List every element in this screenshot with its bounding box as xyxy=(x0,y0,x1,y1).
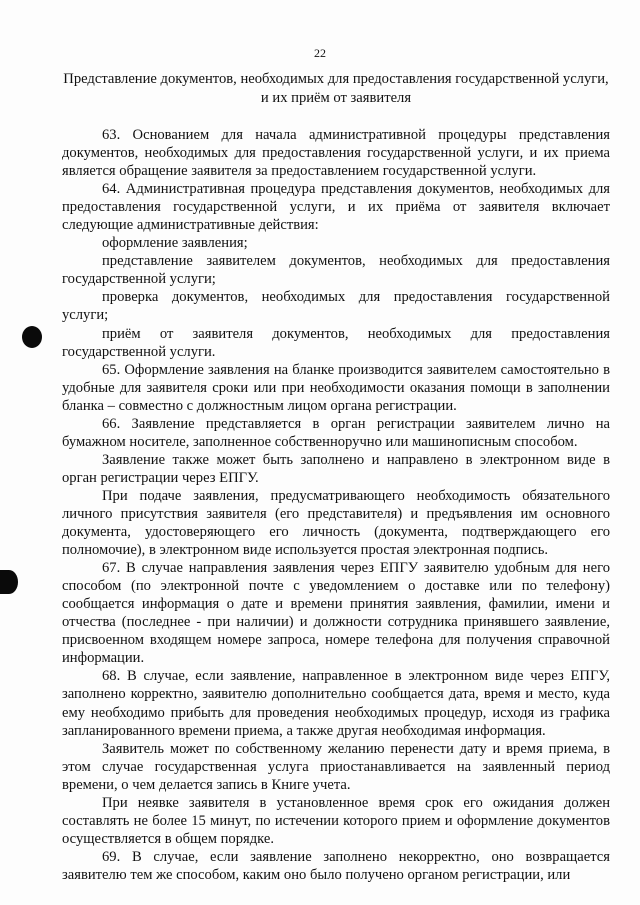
paragraph-68-no-show: При неявке заявителя в установленное время срок его ожидания должен составлять не более 15 минут, по истечении которого прием и оформление документов осуществляется в общем порядке. xyxy=(62,794,610,847)
paragraph-66-electronic: Заявление также может быть заполнено и направлено в электронном виде в орган регистрации через ЕПГУ. xyxy=(62,451,610,486)
list-item-submission: представление заявителем документов, необходимых для предоставления государственной услуги; xyxy=(62,253,610,288)
paragraph-67: 67. В случае направления заявления через ЕПГУ заявителю удобным для него способом (по электронной почте с уведомлением о доставке или по телефону) сообщается информация о дате и времени принятия заявления, фамилии, имени и отчества (последнее - при наличии) и должности сотрудника принявшего заявление, присвоенном входящем номере запроса, номере телефона для получения справочной информации. xyxy=(62,560,610,667)
paragraph-66-signature: При подаче заявления, предусматривающего необходимость обязательного личного присутствия заявителя (его представителя) и предъявления им основного документа, удостоверяющего его личность (документа, подтверждающего его полномочие), в электронном виде используется простая электронная подпись. xyxy=(62,487,610,559)
paragraph-68: 68. В случае, если заявление, направленное в электронном виде через ЕПГУ, заполнено корректно, заявителю дополнительно сообщается дата, время и место, куда ему необходимо прибыть для проведения необходимых процедур, исходя из графика запланированного времени приема, а также другая необходимая информация. xyxy=(62,668,610,739)
page-number: 22 xyxy=(314,46,326,60)
punch-hole-mark xyxy=(0,570,18,594)
paragraph-64: 64. Административная процедура представления документов, необходимых для предоставления государственной услуги, и их приёма от заявителя включает следующие административные действия: xyxy=(62,181,610,234)
section-heading: Представление документов, необходимых для предоставления государственной услуги, и их приём от заявителя xyxy=(63,71,609,106)
list-item-acceptance: приём от заявителя документов, необходимых для предоставления государственной услуги. xyxy=(62,325,610,360)
paragraph-66: 66. Заявление представляется в орган регистрации заявителем лично на бумажном носителе, заполненное собственноручно или машинописным способом. xyxy=(62,415,610,450)
list-item-verification: проверка документов, необходимых для предоставления государственной услуги; xyxy=(62,289,610,324)
paragraph-69: 69. В случае, если заявление заполнено некорректно, оно возвращается заявителю тем же способом, каким оно было получено органом регистрации, или xyxy=(62,848,610,883)
paragraph-65: 65. Оформление заявления на бланке производится заявителем самостоятельно в удобные для заявителя сроки или при необходимости оказания помощи в заполнении бланка – совместно с должностным лицом органа регистрации. xyxy=(62,361,610,414)
paragraph-63: 63. Основанием для начала административной процедуры представления документов, необходимых для предоставления государственной услуги, и их приема является обращение заявителя за предоставлением государственной услуги. xyxy=(62,127,610,180)
list-item-application: оформление заявления; xyxy=(102,235,248,252)
document-body xyxy=(62,126,610,884)
punch-hole-mark xyxy=(22,326,42,348)
paragraph-68-reschedule: Заявитель может по собственному желанию перенести дату и время приема, в этом случае государственная услуга приостанавливается на заявленный период времени, о чем делается запись в Книге учета. xyxy=(62,740,610,793)
